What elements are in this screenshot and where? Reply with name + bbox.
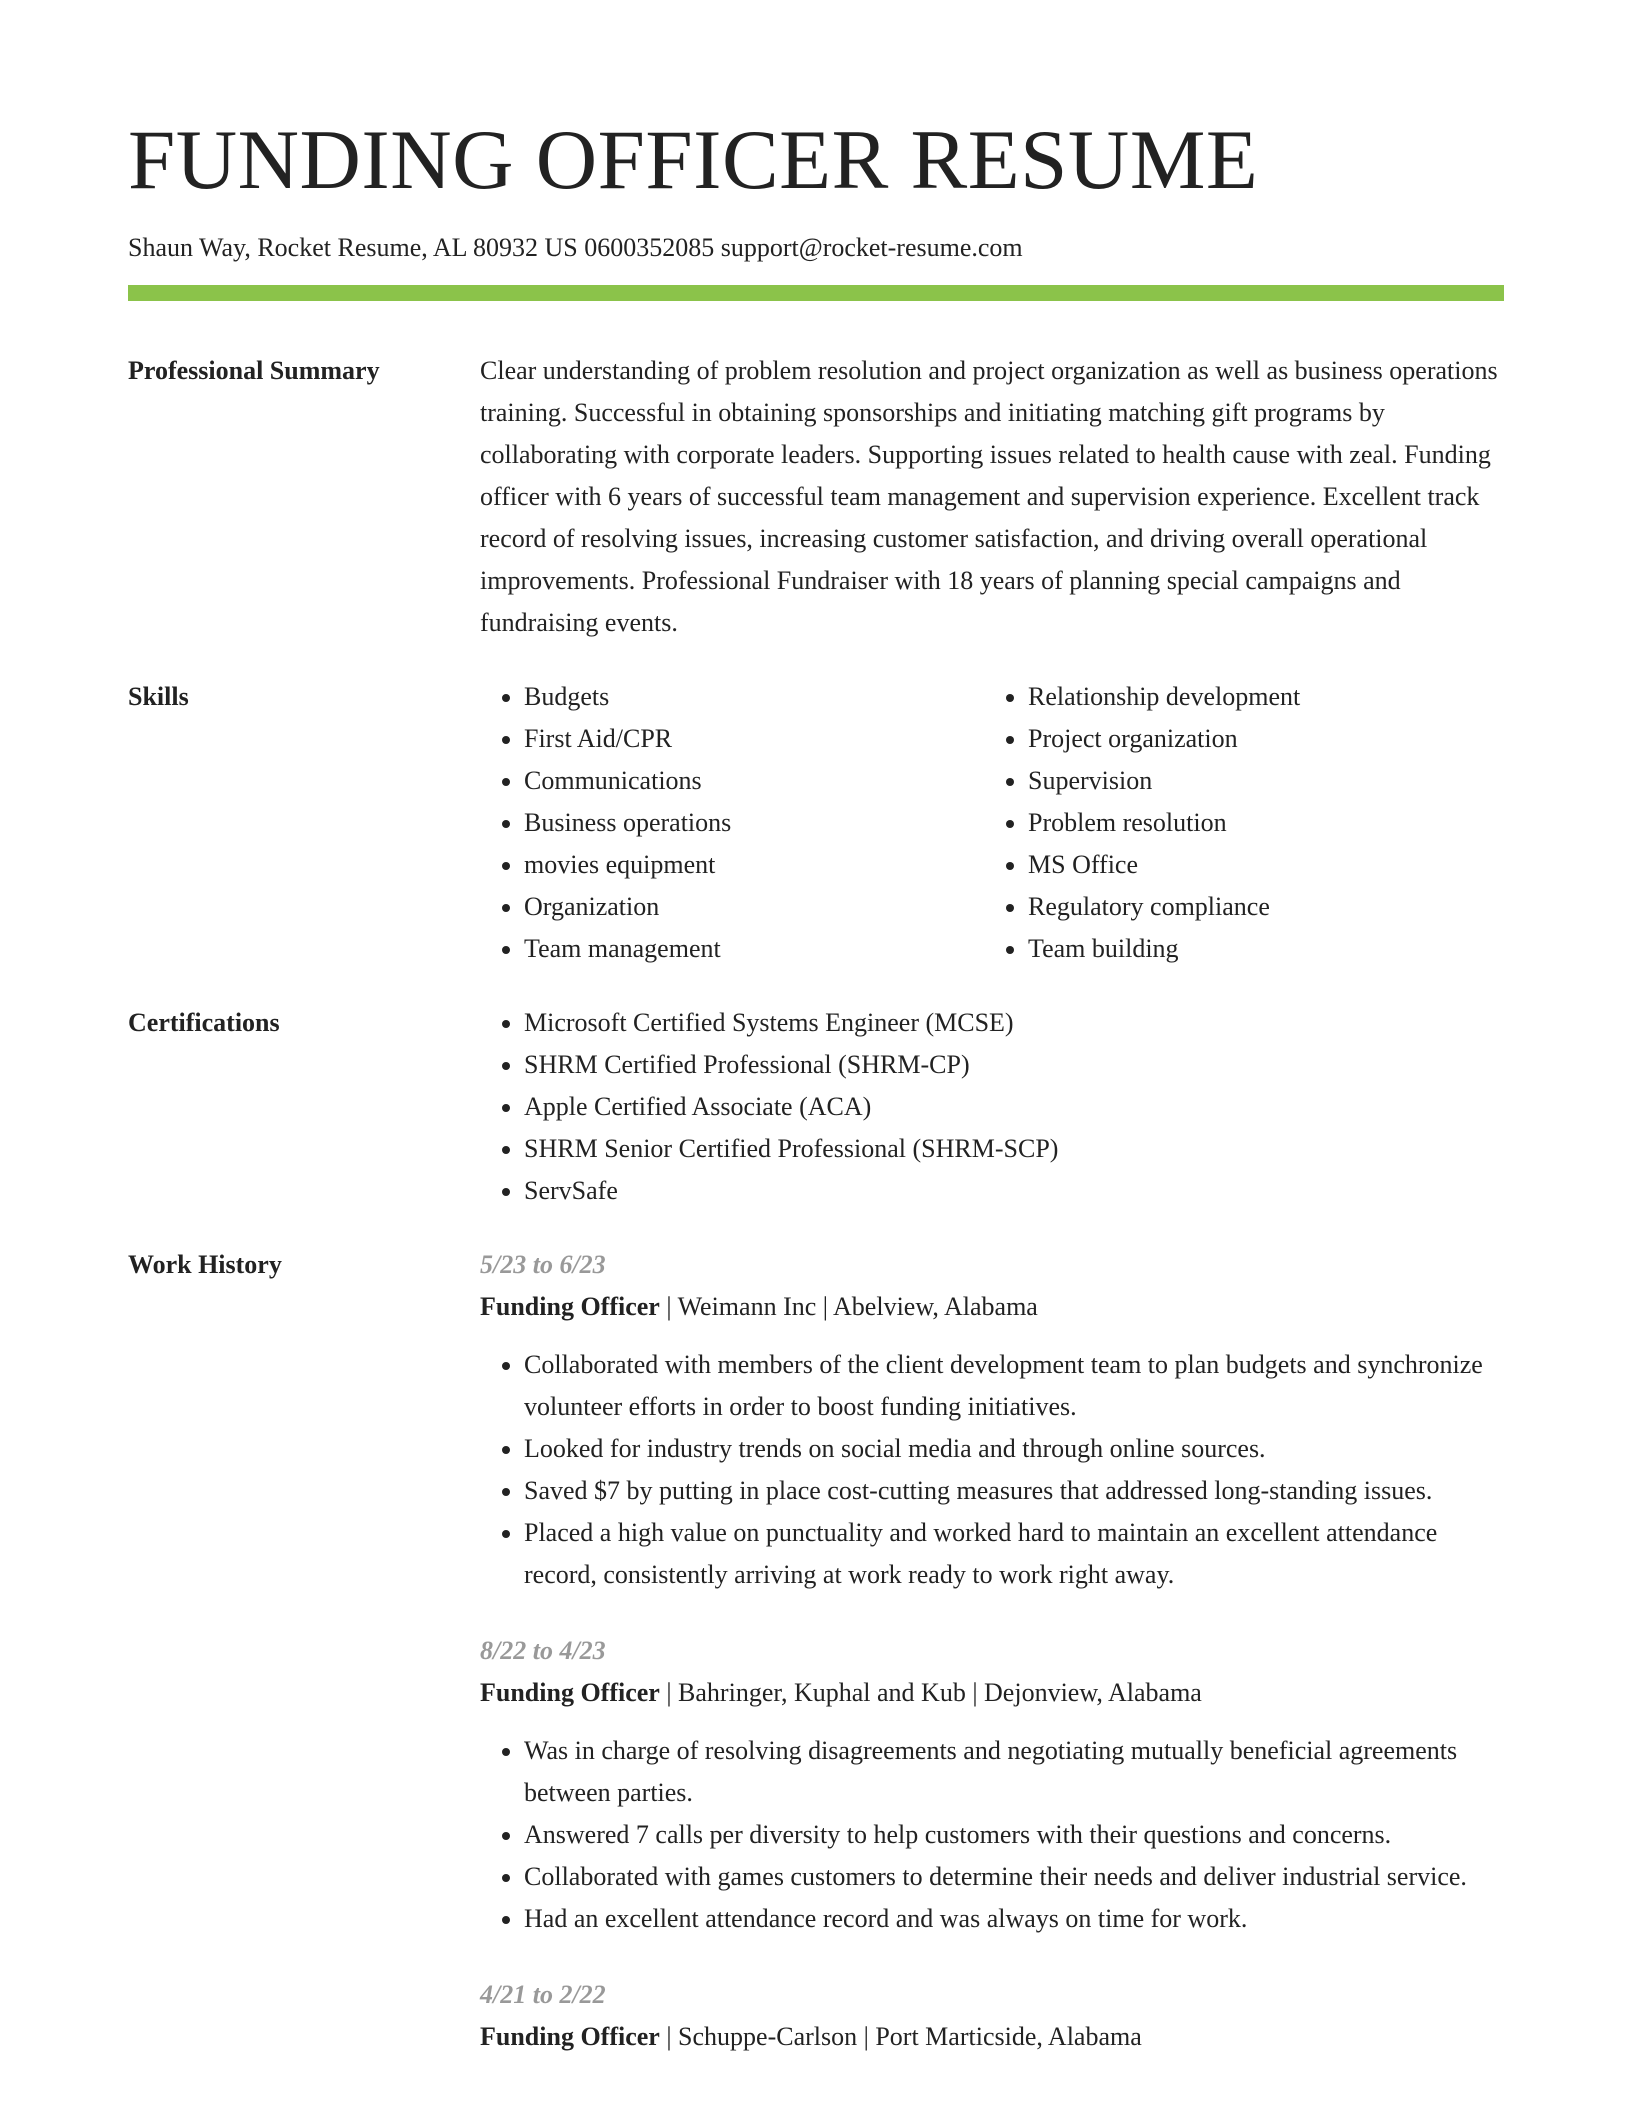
certifications-body bbox=[480, 1002, 1504, 1212]
job-dates: 5/23 to 6/23 bbox=[480, 1250, 606, 1279]
skills-body bbox=[480, 676, 1504, 970]
skill-item: • Regulatory compliance bbox=[1028, 886, 1488, 928]
job-title: Funding Officer bbox=[480, 1678, 660, 1707]
accent-divider bbox=[128, 285, 1504, 301]
summary-label: Professional Summary bbox=[128, 356, 380, 385]
job-title: Funding Officer bbox=[480, 1292, 660, 1321]
job-title: Funding Officer bbox=[480, 2022, 660, 2051]
skill-item: • First Aid/CPR bbox=[524, 718, 984, 760]
skill-item: • MS Office bbox=[1028, 844, 1488, 886]
job-company-location: | Bahringer, Kuphal and Kub | Dejonview, Alabama bbox=[659, 1678, 1202, 1707]
work-history-label: Work History bbox=[128, 1250, 282, 1279]
job-company-location: | Weimann Inc | Abelview, Alabama bbox=[659, 1292, 1038, 1321]
skills-column-left bbox=[480, 676, 984, 970]
skills-label: Skills bbox=[128, 682, 189, 711]
contact-line: Shaun Way, Rocket Resume, AL 80932 US 0600352085 support@rocket-resume.com bbox=[128, 233, 1023, 262]
skill-item: • Problem resolution bbox=[1028, 802, 1488, 844]
skill-item: • Team building bbox=[1028, 928, 1488, 970]
skill-item: • Communications bbox=[524, 760, 984, 802]
skill-item: • Project organization bbox=[1028, 718, 1488, 760]
certification-item: • SHRM Certified Professional (SHRM-CP) bbox=[524, 1044, 1504, 1086]
certifications-label: Certifications bbox=[128, 1008, 280, 1037]
certification-item: • SHRM Senior Certified Professional (SHRM-SCP) bbox=[524, 1128, 1504, 1170]
skill-item: • movies equipment bbox=[524, 844, 984, 886]
job-bullet: • Placed a high value on punctuality and worked hard to maintain an excellent attendance record, consistently arriving at work ready to work right away. bbox=[524, 1512, 1504, 1596]
skill-item: • Supervision bbox=[1028, 760, 1488, 802]
job-company-location: | Schuppe-Carlson | Port Marticside, Alabama bbox=[659, 2022, 1142, 2051]
certification-item: • ServSafe bbox=[524, 1170, 1504, 1212]
skill-item: • Business operations bbox=[524, 802, 984, 844]
job-bullet: • Answered 7 calls per diversity to help customers with their questions and concerns. bbox=[524, 1814, 1504, 1856]
skill-item: • Budgets bbox=[524, 676, 984, 718]
certification-item: • Apple Certified Associate (ACA) bbox=[524, 1086, 1504, 1128]
job-entry bbox=[480, 1244, 1504, 1596]
job-dates: 8/22 to 4/23 bbox=[480, 1636, 606, 1665]
job-bullet: • Saved $7 by putting in place cost-cutting measures that addressed long-standing issues. bbox=[524, 1470, 1504, 1512]
job-bullet: • Looked for industry trends on social media and through online sources. bbox=[524, 1428, 1504, 1470]
summary-text: Clear understanding of problem resolution and project organization as well as business operations training. Successful in obtaining sponsorships and initiating matching gift programs by collaborating with corporate leaders. Supporting issues related to health cause with zeal. Funding officer with 6 years of successful team management and supervision experience. Excellent track record of resolving issues, increasing customer satisfaction, and driving overall operational improvements. Professional Fundraiser with 18 years of planning special campaigns and fundraising events. bbox=[480, 356, 1498, 637]
job-entry bbox=[480, 1630, 1504, 1940]
job-heading bbox=[480, 1286, 1504, 1328]
skill-item: • Relationship development bbox=[1028, 676, 1488, 718]
job-entry bbox=[480, 1974, 1504, 2058]
job-bullet: • Had an excellent attendance record and was always on time for work. bbox=[524, 1898, 1504, 1940]
job-heading bbox=[480, 1672, 1504, 1714]
job-dates: 4/21 to 2/22 bbox=[480, 1980, 606, 2009]
skill-item: • Organization bbox=[524, 886, 984, 928]
summary-body bbox=[480, 350, 1504, 644]
job-heading bbox=[480, 2016, 1504, 2058]
resume-title: FUNDING OFFICER RESUME bbox=[128, 113, 1259, 207]
work-history-body bbox=[480, 1244, 1504, 2092]
job-bullet: • Was in charge of resolving disagreements and negotiating mutually beneficial agreements between parties. bbox=[524, 1730, 1504, 1814]
skills-column-right bbox=[984, 676, 1488, 970]
job-bullet: • Collaborated with members of the client development team to plan budgets and synchronize volunteer efforts in order to boost funding initiatives. bbox=[524, 1344, 1504, 1428]
job-bullet: • Collaborated with games customers to determine their needs and deliver industrial service. bbox=[524, 1856, 1504, 1898]
skill-item: • Team management bbox=[524, 928, 984, 970]
certification-item: • Microsoft Certified Systems Engineer (MCSE) bbox=[524, 1002, 1504, 1044]
